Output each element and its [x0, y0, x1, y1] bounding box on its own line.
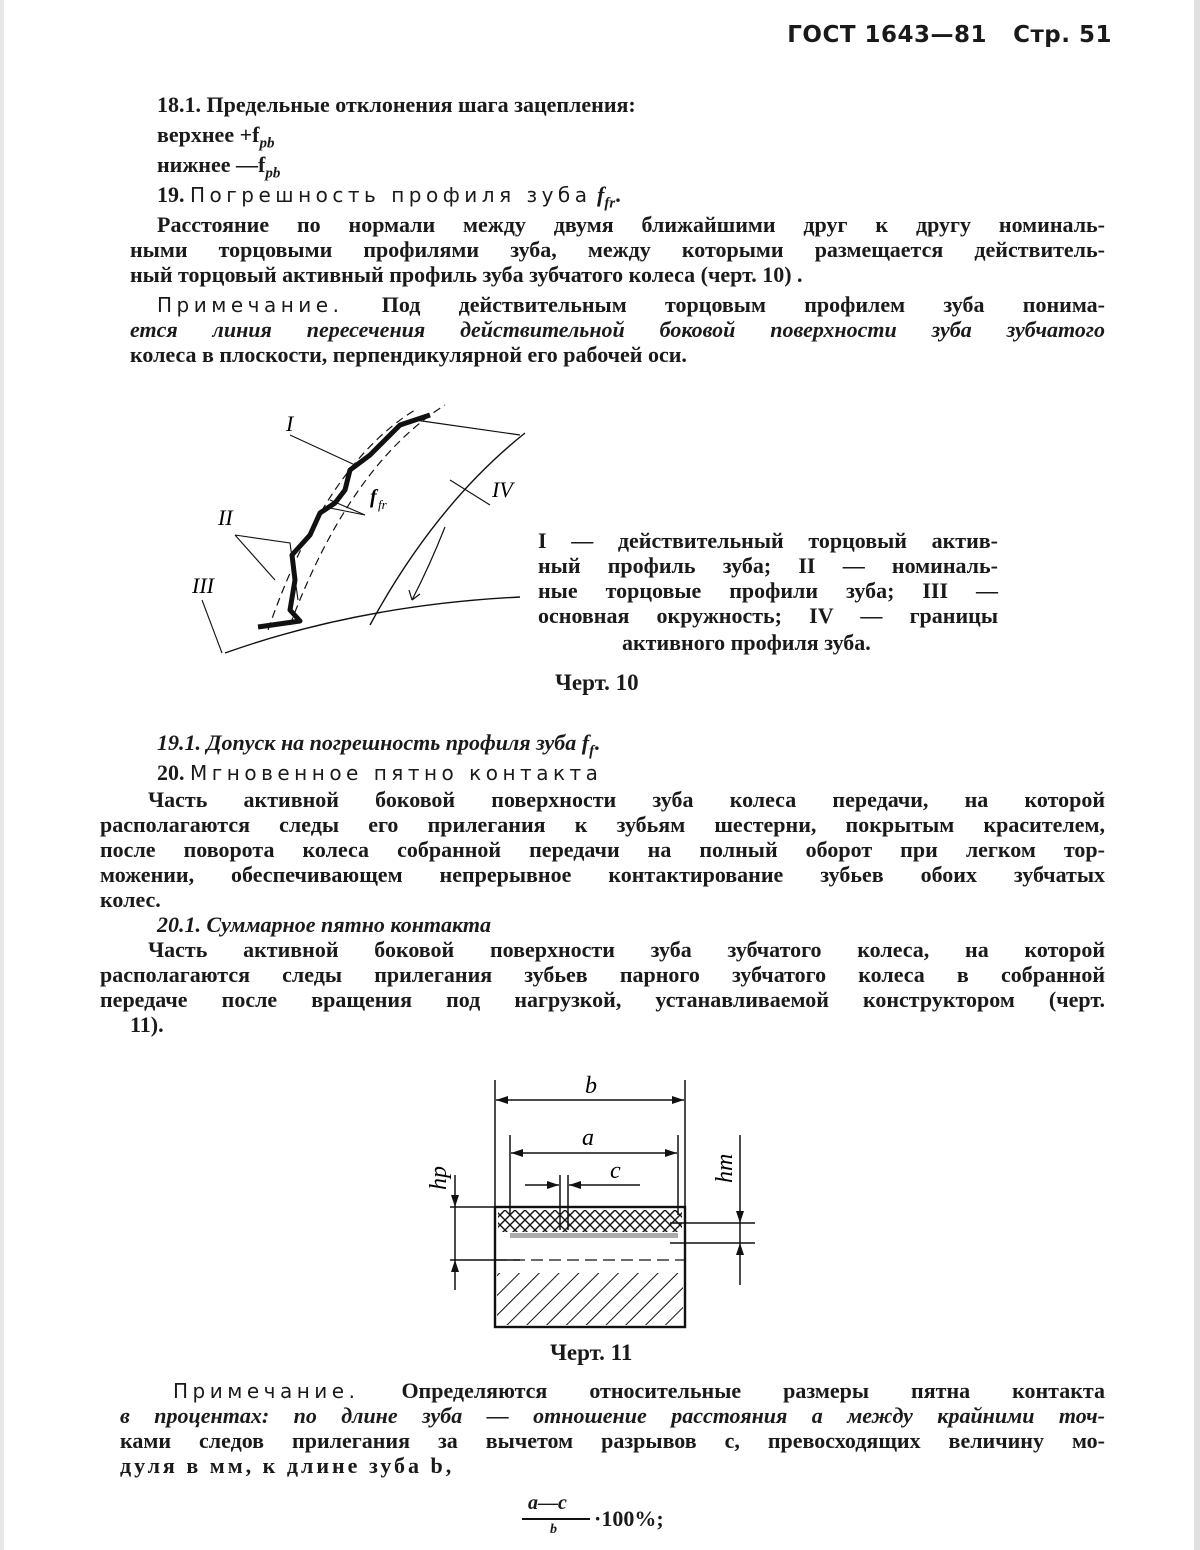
scan-edge-left [0, 0, 4, 1550]
arrow-hp-bottom [451, 1260, 459, 1272]
fig11-caption: Черт. 11 [550, 1340, 633, 1365]
s19-p1-line-2: ными торцовыми профилями зуба, между которыми размещается действитель- [130, 237, 1105, 262]
s20-1-line-3: передаче после вращения под нагрузкой, устанавливаемой конструктором (черт. [100, 987, 1105, 1012]
arrow-hp-top [451, 1195, 459, 1207]
leader-i [290, 435, 355, 465]
s19-p1-line-3: ный торцовый активный профиль зуба зубчатого колеса (черт. 10) . [130, 262, 803, 287]
fig10-legend-line-5: активного профиля зуба. [622, 630, 871, 655]
leader-iii [202, 600, 222, 653]
note2-line-3: ками следов прилегания за вычетом разрывов с, превосходящих величину мо- [120, 1428, 1105, 1453]
s19-note-line-3: колеса в плоскости, перпендикулярной его рабочей оси. [130, 342, 687, 367]
leader-ii-second [235, 535, 275, 580]
note2-line-1-text: Определяются относительные размеры пятна контакта [401, 1378, 1105, 1403]
s20-line-1: Часть активной боковой поверхности зуба колеса передачи, на которой [148, 787, 1105, 812]
section-20-title: Мгновенное пятно контакта [190, 761, 603, 785]
label-i: I [286, 411, 294, 436]
fig10-legend-line-4: основная окружность; IV — границы [538, 603, 998, 628]
label-iii: III [192, 573, 214, 598]
s20-line-2: располагаются следы его прилегания к зубьям шестерни, покрытым красителем, [100, 812, 1105, 837]
s20-1-line-4: 11). [130, 1012, 164, 1037]
formula-denominator: b [550, 1522, 557, 1537]
arrow-hm-bottom [736, 1243, 744, 1255]
figure-10-drawing [180, 395, 540, 665]
s20-line-3: после поворота колеса собранной передачи на полный оборот при легком тор- [100, 837, 1105, 862]
note2-line-2: в процентах: по длине зуба — отношение расстояния а между крайними точ- [120, 1403, 1105, 1428]
section-20-1-title: 20.1. Суммарное пятно контакта [157, 912, 492, 937]
contact-shadow [510, 1233, 678, 1238]
fig10-legend-line-3: ные торцовые профили зуба; III — [538, 578, 998, 603]
standard-number: ГОСТ 1643—81 [787, 22, 988, 48]
figure-11-drawing [410, 1065, 770, 1335]
section-20-heading [157, 760, 602, 786]
s19-note-line-1-text: Под действительным торцовым профилем зуба понима- [381, 292, 1105, 317]
label-hm: hm [712, 1153, 738, 1183]
fig10-caption: Черт. 10 [555, 670, 639, 695]
upper-deviation-text: верхнее +f [157, 122, 260, 147]
label-f: f [370, 486, 377, 508]
section-19-end: . [615, 182, 621, 207]
arrow-hm-top [736, 1211, 744, 1223]
arrow-c-right [569, 1181, 581, 1189]
arrow-a-left [511, 1149, 523, 1157]
arrow-b-left [496, 1096, 508, 1104]
arrow-b-right [672, 1096, 684, 1104]
boundary-arc-iv-inner [370, 433, 525, 625]
boundary-line-top [415, 420, 520, 435]
page-number: Стр. 51 [1013, 22, 1112, 48]
s19-p1-line-1: Расстояние по нормали между двумя ближайшими друг к другу номиналь- [157, 212, 1105, 237]
contact-patch [498, 1210, 682, 1232]
hatched-body [497, 1273, 683, 1325]
section-18-1-title: 18.1. Предельные отклонения шага зацепления: [157, 92, 636, 117]
section-20-number: 20. [157, 760, 185, 785]
section-19-1-sub: f [589, 743, 595, 760]
s20-line-4: можении, обеспечивающем непрерывное контактирование зубьев обоих зубчатых [100, 862, 1105, 887]
page-header [787, 22, 1112, 48]
actual-profile [258, 415, 430, 627]
s20-1-line-2: располагаются следы прилегания зубьев парного зубчатого колеса в собранной [100, 962, 1105, 987]
fig10-legend-line-2: ный профиль зуба; II — номиналь- [538, 553, 998, 578]
fig10-legend-line-1: I — действительный торцовый актив- [538, 528, 998, 553]
label-c: c [610, 1158, 621, 1184]
s19-note-line-2: ется линия пересечения действительной боковой поверхности зуба зубчатого [130, 317, 1105, 342]
label-ii: II [218, 505, 233, 530]
label-a: a [582, 1125, 594, 1151]
lower-deviation-text: нижнее —f [157, 152, 266, 177]
nominal-profile-right [290, 405, 445, 625]
lower-deviation-sub: pb [265, 165, 281, 182]
note2-line-1 [173, 1378, 1105, 1404]
note2-label: Примечание. [173, 1379, 360, 1403]
formula-numerator: a—c [528, 1492, 567, 1514]
s20-line-5: колес. [100, 887, 161, 912]
formula-tail: ·100%; [594, 1506, 664, 1531]
section-19-symbol: f [597, 182, 605, 207]
section-19-1-end: . [594, 730, 600, 755]
note2-line-4: дуля в мм, к длине зуба b, [120, 1453, 455, 1478]
scan-edge-right [1194, 0, 1200, 1550]
arrow-c-left [547, 1181, 559, 1189]
label-iv: IV [492, 477, 513, 502]
dimension-fr-line [325, 507, 365, 515]
section-19-title: Погрешность профиля зуба [190, 183, 592, 207]
s19-note-line-1 [157, 292, 1105, 318]
label-hp: hp [426, 1166, 452, 1190]
arc-arrow-iv [412, 527, 445, 600]
leader-ii [235, 535, 298, 600]
section-19-number: 19. [157, 182, 185, 207]
s19-note-label: Примечание. [157, 293, 344, 317]
s20-1-line-1: Часть активной боковой поверхности зуба зубчатого колеса, на которой [148, 937, 1105, 962]
section-19-1-text: 19.1. Допуск на погрешность профиля зуба f [157, 730, 590, 755]
upper-deviation-sub: pb [259, 135, 275, 152]
label-f-sub: fr [378, 497, 387, 512]
section-19-symbol-sub: fr [604, 195, 616, 212]
formula-fraction-bar [522, 1518, 590, 1520]
label-b: b [585, 1073, 597, 1099]
arrow-a-right [665, 1149, 677, 1157]
dimension-fr-arrow [330, 500, 365, 515]
